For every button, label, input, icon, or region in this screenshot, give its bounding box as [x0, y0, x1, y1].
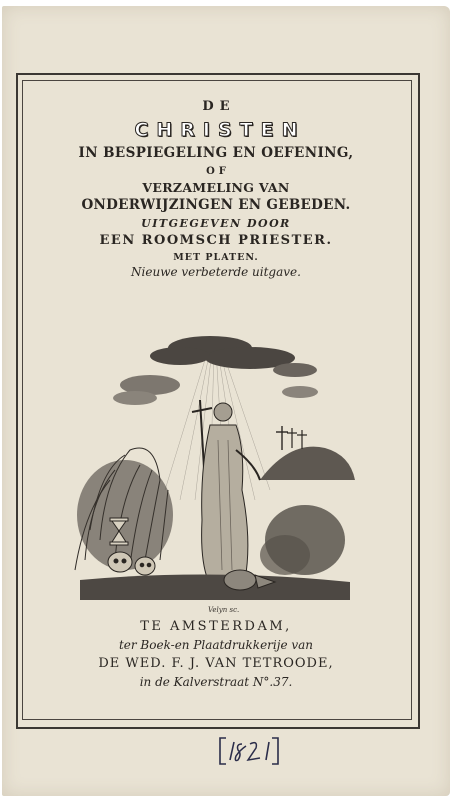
subtitle-verzameling: VERZAMELING VAN [142, 179, 290, 195]
subtitle-of: OF [206, 165, 230, 177]
bush-right-small [260, 535, 310, 575]
ground [80, 574, 350, 600]
published-by-label: UITGEGEVEN DOOR [141, 216, 291, 230]
illustrations-note: MET PLATEN. [173, 251, 259, 263]
engraver-signature: Velyn sc. [208, 606, 240, 614]
imprint-printer-label: ter Boek-en Plaatdrukkerije van [118, 638, 314, 652]
title-line-de: DE [202, 99, 236, 114]
title-block [24, 100, 408, 278]
storm-clouds [113, 336, 318, 405]
imprint-city: TE AMSTERDAM, [140, 619, 292, 634]
subtitle-onderwijzingen: ONDERWIJZINGEN EN GEBEDEN. [81, 197, 351, 213]
calvary-hill [260, 426, 355, 480]
imprint-address: in de Kalverstraat N°.37. [139, 675, 293, 689]
frontispiece-engraving [60, 330, 360, 620]
imprint-publisher: DE WED. F. J. VAN TETROODE, [98, 656, 334, 671]
title-main: CHRISTEN [134, 119, 306, 141]
edition-note: Nieuwe verbeterde uitgave. [131, 265, 301, 279]
handwritten-date [214, 730, 284, 772]
author-line: EEN ROOMSCH PRIESTER. [99, 232, 333, 248]
subtitle-line: IN BESPIEGELING EN OEFENING, [78, 145, 354, 161]
saint-figure [192, 400, 260, 580]
imprint-block [24, 620, 408, 688]
